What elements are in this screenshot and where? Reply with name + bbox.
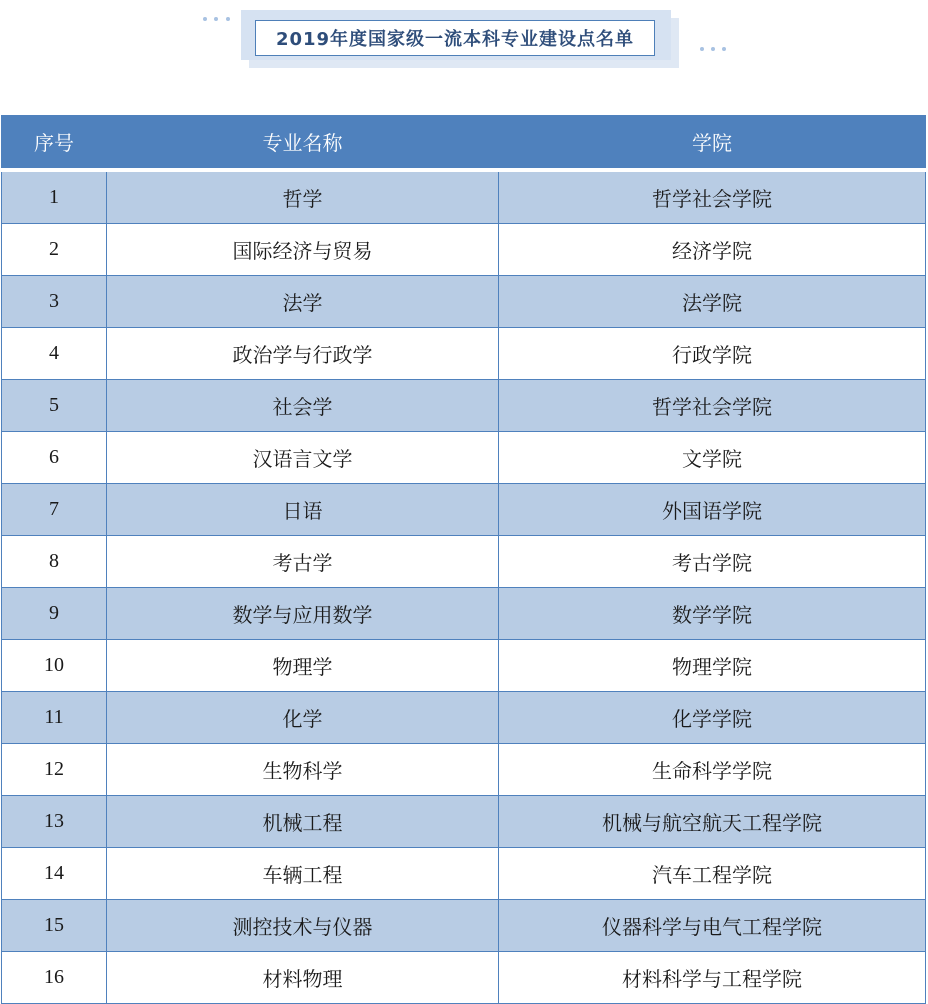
cell-college: 哲学社会学院: [499, 380, 926, 432]
table-row: [2, 536, 926, 588]
cell-major: 测控技术与仪器: [107, 900, 499, 952]
table-header-row: [2, 115, 926, 170]
table-row: [2, 276, 926, 328]
cell-college: 经济学院: [499, 224, 926, 276]
table-row: [2, 692, 926, 744]
decor-dot: [700, 47, 704, 51]
cell-major: 生物科学: [107, 744, 499, 796]
cell-college: 哲学社会学院: [499, 170, 926, 224]
page-title: 2019年度国家级一流本科专业建设点名单: [255, 20, 655, 56]
cell-index: 1: [2, 170, 107, 224]
decor-dot: [203, 17, 207, 21]
table-row: [2, 224, 926, 276]
table-row: [2, 640, 926, 692]
cell-index: 3: [2, 276, 107, 328]
cell-college: 法学院: [499, 276, 926, 328]
cell-college: 文学院: [499, 432, 926, 484]
cell-major: 物理学: [107, 640, 499, 692]
cell-major: 材料物理: [107, 952, 499, 1004]
table-row: [2, 170, 926, 224]
majors-table: [1, 115, 926, 1004]
title-banner: [241, 10, 685, 68]
cell-college: 生命科学学院: [499, 744, 926, 796]
table-body: [2, 170, 926, 1004]
table-row: [2, 848, 926, 900]
table-row: [2, 588, 926, 640]
cell-index: 10: [2, 640, 107, 692]
cell-college: 机械与航空航天工程学院: [499, 796, 926, 848]
cell-index: 9: [2, 588, 107, 640]
table-row: [2, 432, 926, 484]
table-row: [2, 744, 926, 796]
decor-dot: [214, 17, 218, 21]
title-frame: [241, 10, 671, 60]
cell-index: 12: [2, 744, 107, 796]
cell-major: 数学与应用数学: [107, 588, 499, 640]
cell-index: 7: [2, 484, 107, 536]
header-index: 序号: [2, 115, 107, 170]
header-college: 学院: [499, 115, 926, 170]
table-row: [2, 900, 926, 952]
cell-college: 物理学院: [499, 640, 926, 692]
cell-college: 外国语学院: [499, 484, 926, 536]
table-row: [2, 484, 926, 536]
cell-index: 5: [2, 380, 107, 432]
decor-dot: [722, 47, 726, 51]
cell-college: 考古学院: [499, 536, 926, 588]
cell-index: 11: [2, 692, 107, 744]
decor-dot: [711, 47, 715, 51]
cell-major: 化学: [107, 692, 499, 744]
cell-index: 4: [2, 328, 107, 380]
cell-major: 国际经济与贸易: [107, 224, 499, 276]
cell-index: 15: [2, 900, 107, 952]
cell-index: 2: [2, 224, 107, 276]
cell-index: 13: [2, 796, 107, 848]
table-row: [2, 796, 926, 848]
cell-major: 汉语言文学: [107, 432, 499, 484]
cell-major: 机械工程: [107, 796, 499, 848]
table-row: [2, 328, 926, 380]
cell-major: 社会学: [107, 380, 499, 432]
cell-major: 政治学与行政学: [107, 328, 499, 380]
cell-college: 数学学院: [499, 588, 926, 640]
cell-college: 汽车工程学院: [499, 848, 926, 900]
cell-major: 哲学: [107, 170, 499, 224]
cell-major: 日语: [107, 484, 499, 536]
decor-dot: [226, 17, 230, 21]
cell-major: 车辆工程: [107, 848, 499, 900]
cell-index: 6: [2, 432, 107, 484]
table-row: [2, 380, 926, 432]
cell-college: 化学学院: [499, 692, 926, 744]
cell-index: 14: [2, 848, 107, 900]
cell-major: 法学: [107, 276, 499, 328]
cell-college: 仪器科学与电气工程学院: [499, 900, 926, 952]
cell-college: 材料科学与工程学院: [499, 952, 926, 1004]
cell-index: 8: [2, 536, 107, 588]
cell-college: 行政学院: [499, 328, 926, 380]
cell-major: 考古学: [107, 536, 499, 588]
table-row: [2, 952, 926, 1004]
cell-index: 16: [2, 952, 107, 1004]
header-major: 专业名称: [107, 115, 499, 170]
